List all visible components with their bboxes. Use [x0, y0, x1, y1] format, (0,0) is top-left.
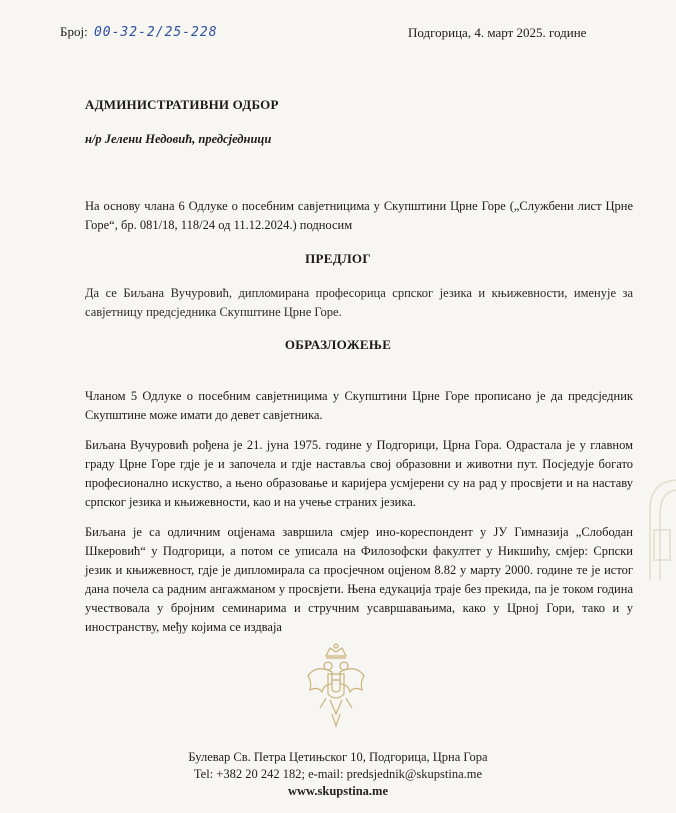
proposal-text: Да се Биљана Вучуровић, дипломирана професорица српског језика и књижевности, именује за савјетницу предсједника Скупштине Црне Горе.	[85, 286, 633, 319]
explanation-paragraph: Биљана Вучуровић рођена је 21. јуна 1975. године у Подгорици, Црна Гора. Одрастала је у главном граду Црне Горе гдје је и започела и гдје наставља свој образовни и животни пут. Посједује богато професионално искуство, а њено образовање и каријера усмјерени су на рад у просвјети и на наставу српског језика и књижевности, као и на учење страних језика.	[85, 438, 633, 509]
proposal-heading: ПРЕДЛОГ	[305, 251, 371, 266]
explanation-heading: ОБРАЗЛОЖЕЊЕ	[284, 337, 392, 352]
footer-website: www.skupstina.me	[287, 784, 389, 798]
explanation-paragraph: Чланом 5 Одлуке о посебним савјетницима у Скупштини Црне Горе прописано је да предсједник Скупштине може имати до девет савјетника.	[85, 389, 633, 422]
place-and-date: Подгорица, 4. март 2025. године	[408, 25, 587, 40]
handwritten-number: 00-32-2/25-228	[93, 25, 218, 40]
basis-paragraph: На основу члана 6 Одлуке о посебним савјетницима у Скупштини Црне Горе („Службени лист Црне Горе“, бр. 081/18, 118/24 од 11.12.2024.) подносим	[85, 199, 633, 232]
document-number	[60, 24, 218, 40]
footer-contact: Tel: +382 20 242 182; e-mail: predsjednik@skupstina.me	[193, 767, 483, 781]
coat-of-arms-emblem	[302, 642, 370, 734]
number-label: Број:	[60, 24, 88, 39]
addressee-attention: н/р Јелени Недовић, предсједници	[85, 132, 272, 146]
watermark-decoration	[640, 470, 676, 590]
footer-address: Булевар Св. Петра Цетињског 10, Подгорица, Црна Гора	[188, 750, 488, 764]
explanation-paragraph: Биљана је са одличним оцјенама завршила смјер ино-кореспондент у ЈУ Гимназија „Слободан Шкеровић“ у Подгорици, а потом се уписала на Филозофски факултет у Никшићу, смјер: Српски језик и књижевност, гдје је дипломирала са просјечном оцјеном 8.82 у марту 2000. године те је истог дана почела са радним ангажманом у просвјети. Њена едукација траје без прекида, па је током година учествовала у бројним семинарима и стручним усавршавањима, како у Црној Гори, тако и у иностранству, међу којима се издваја	[85, 525, 633, 634]
addressee-committee: АДМИНИСТРАТИВНИ ОДБОР	[85, 97, 279, 112]
